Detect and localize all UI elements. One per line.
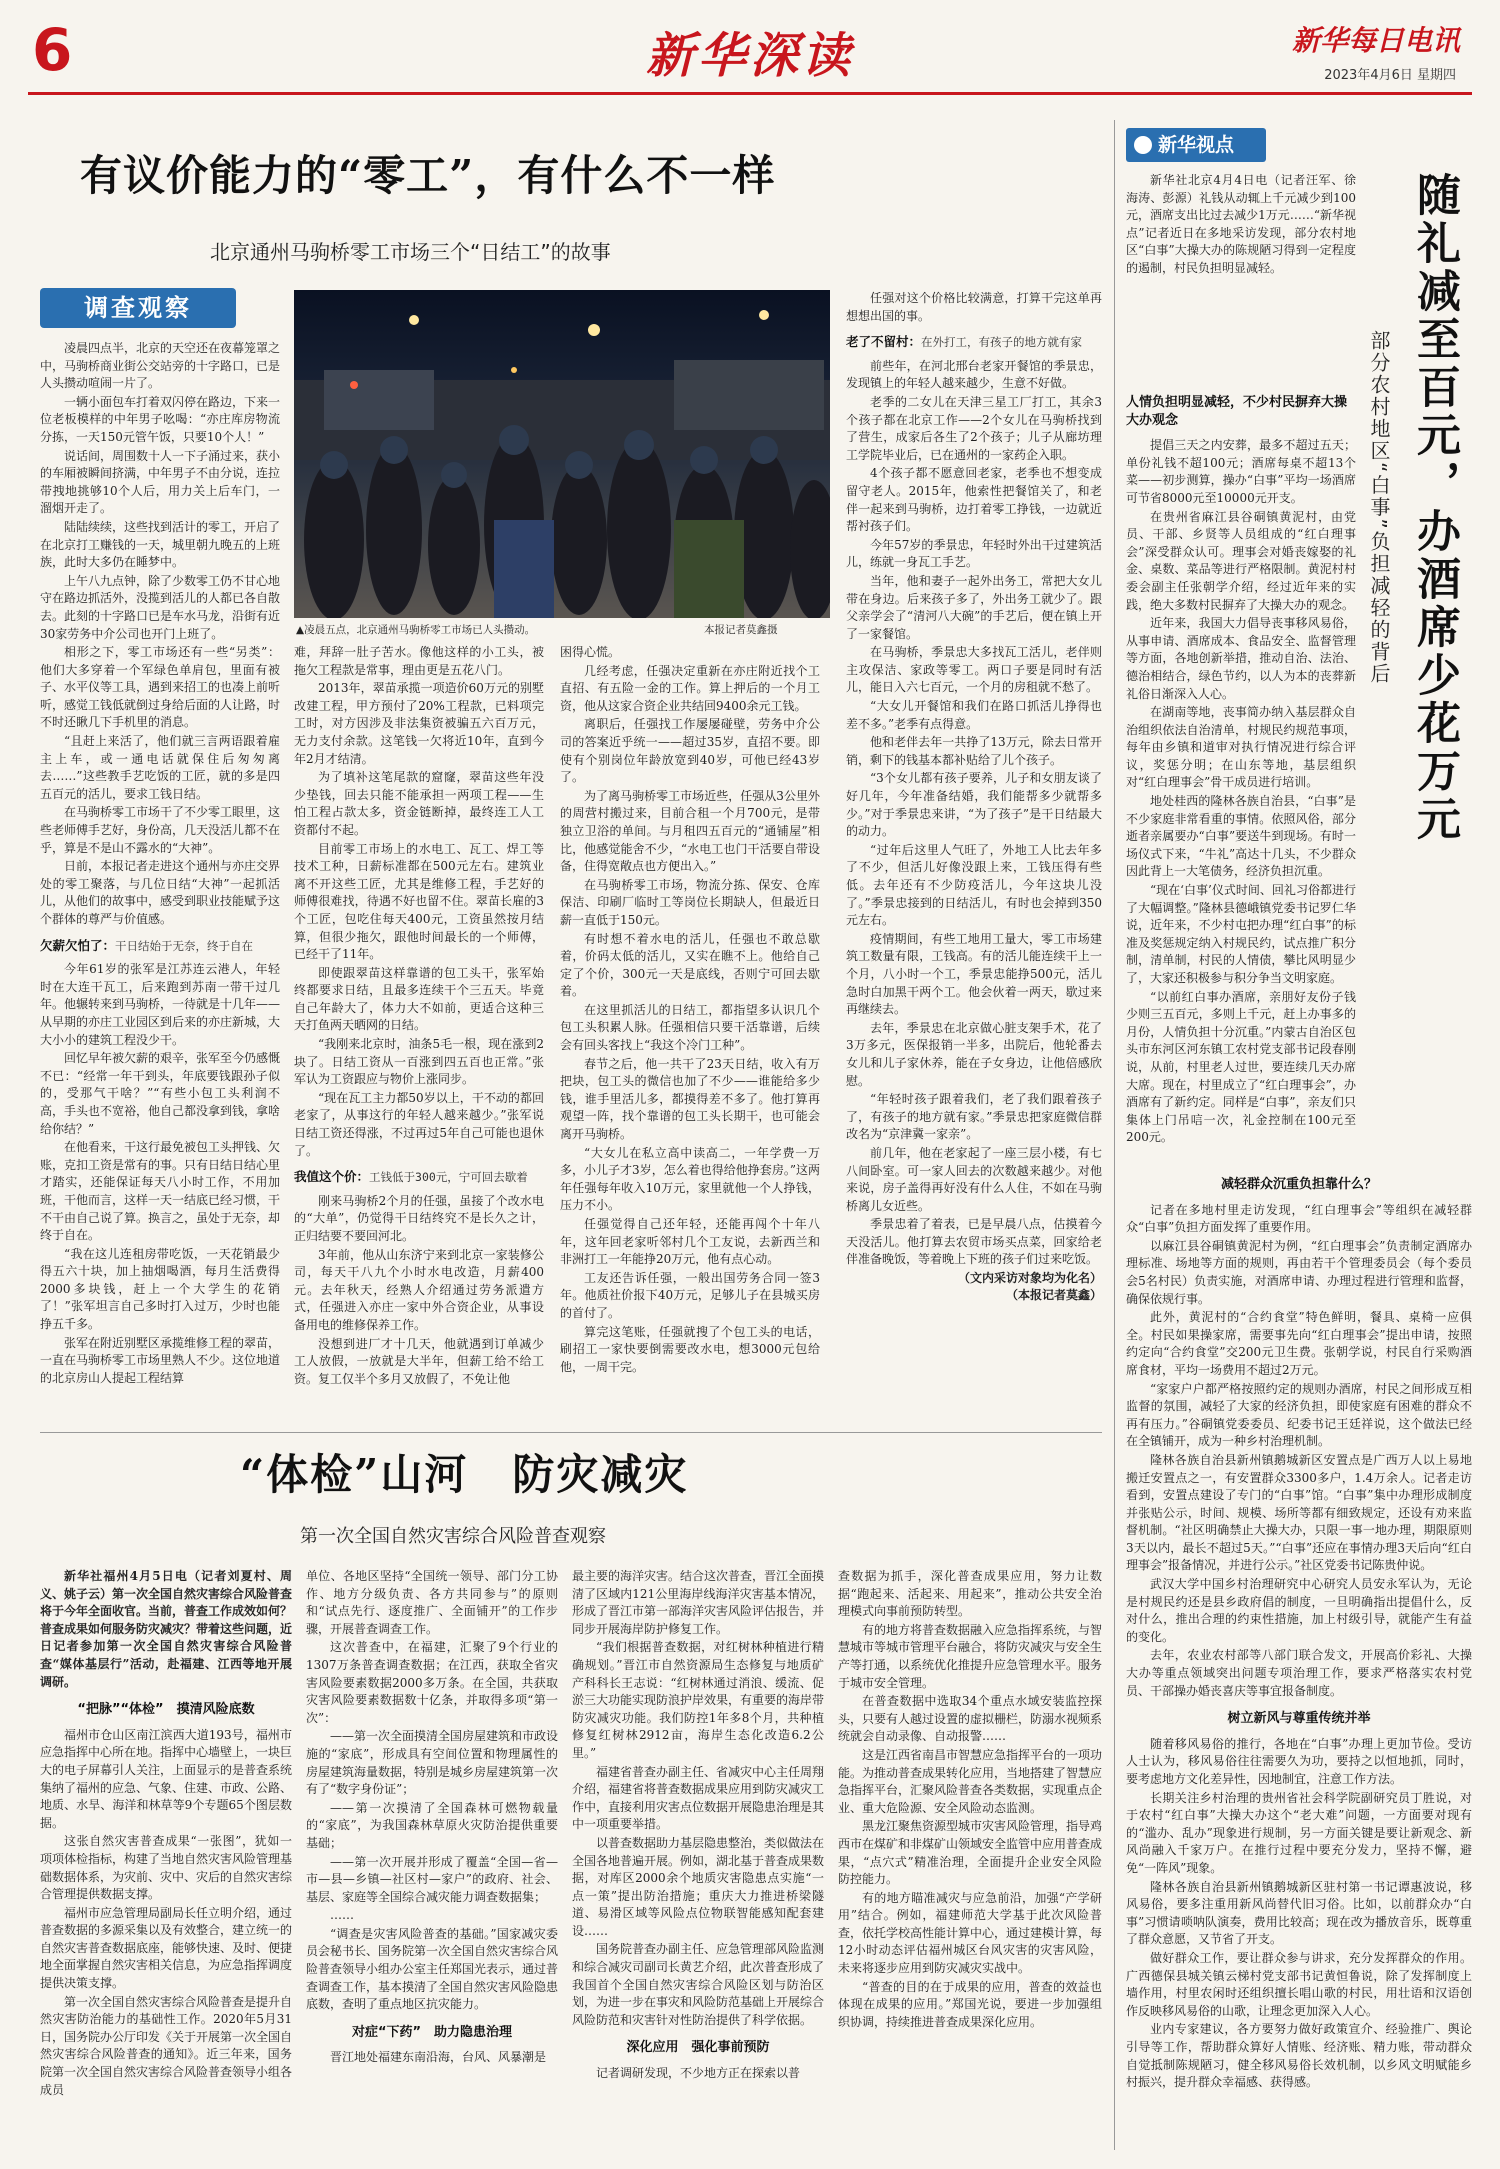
- paragraph: 即使跟翠苗这样靠谱的包工头干，张军始终都要求日结，且最多连续干个三五天。毕竟自己年龄大了，体力大不如前，更适合这种三天打鱼两天晒网的日结。: [294, 965, 544, 1033]
- paragraph: 福州市仓山区南江滨西大道193号，福州市应急指挥中心所在地。指挥中心墙壁上，一块巨大的电子屏幕引人关注，上面显示的是普查系统集纳了福州的应急、气象、住建、市政、公路、地质、水旱、海洋和林草等9个专题65个图层数据。: [40, 1727, 292, 1830]
- kicker-label: 我值这个价：: [294, 1169, 370, 1185]
- paragraph: 黑龙江聚焦资源型城市灾害风险管理，指导鸡西市在煤矿和非煤矿山领域安全监管中应用普查成果，“点穴式”精准治理，全面提升企业安全风险防控能力。: [838, 1819, 1102, 1887]
- byline: [846, 1270, 1102, 1304]
- column-divider: [1114, 120, 1115, 2150]
- paragraph: “3个女儿都有孩子要养，儿子和女朋友谈了好几年，今年准备结婚，我们能帮多少就帮多少。”对于季景忠来讲，“为了孩子”是干日结最大的动力。: [846, 771, 1102, 839]
- masthead-rule: [28, 92, 1472, 95]
- section-logo: 新华深读: [645, 28, 854, 84]
- paragraph: 相形之下，零工市场还有一些“另类”：他们大多穿着一个军绿色单肩包，里面有被子、水平仪等工具，遇到来招工的也凑上前听听，感觉工钱低就倒过身给后面的人让路，时不时还瞅几下手机里的消息。: [40, 645, 280, 730]
- paragraph: “大女儿开餐馆和我们在路口抓活儿挣得也差不多。”老季有点得意。: [846, 699, 1102, 731]
- paragraph: 单位、各地区坚持“全国统一领导、部门分工协作、地方分级负责、各方共同参与”的原则和“试点先行、逐度推广、全面铺开”的工作步骤，开展普查调查工作。: [306, 1569, 558, 1636]
- paragraph: 几经考虑，任强决定重新在亦庄附近找个工直招、有五险一金的工作。算上押后的一个月工资，他从这家合资企业共结回9400余元工钱。: [560, 663, 820, 713]
- article2-column-1: [40, 1568, 292, 2160]
- page-number: 6: [32, 16, 73, 84]
- paragraph: ——第一次摸清了全国森林可燃物载量的“家底”，为我国森林草原火灾防治提供重要基础；: [306, 1800, 558, 1850]
- section-subhead: 对症“下药” 助力隐患治理: [351, 2024, 513, 2040]
- article2-column-3: [572, 1568, 824, 2160]
- sidebar-tag-badge: [1126, 128, 1266, 162]
- paragraph: 张军在附近别墅区承揽维修工程的翠苗，一直在马驹桥零工市场里熟人不少。这位地道的北京房山人提起工程结算: [40, 1335, 280, 1385]
- paragraph: “普查的目的在于成果的应用，普查的效益也体现在成果的应用。”郑国光说，要进一步加强组织协调，持续推进普查成果深化应用。: [838, 1979, 1102, 2029]
- sidebar-body-lower: [1126, 1166, 1472, 2160]
- paragraph: 在他看来，干这行最免被包工头押钱、欠账，克扣工资是常有的事。只有日结日结心里才踏实，还能保证每天八小时工作，不用加班，干他而言，这样一天一结底已经习惯，干不干由自己说了算。换言之，虽处于无奈，却终于自在。: [40, 1140, 280, 1243]
- paragraph: 近年来，我国大力倡导丧事移风易俗，从事申请、酒席成本、食品安全、监督管理等方面，各地创新举措，推动自治、法治、德治相结合，绿色节约，以人为本的丧葬新礼俗日渐深入人心。: [1126, 616, 1356, 701]
- paragraph: 凌晨四点半，北京的天空还在夜幕笼罩之中，马驹桥商业街公交站旁的十字路口，已是人头攒动喧闹一片了。: [40, 341, 280, 391]
- sidebar-subtitle: 部分农村地区“白事”负担减轻的背后: [1367, 330, 1391, 685]
- paragraph: 他和老伴去年一共挣了13万元，除去日常开销，剩下的钱基本都补贴给了儿个孩子。: [846, 735, 1102, 767]
- paragraph: 上午八九点钟，除了少数零工仍不甘心地守在路边抓活外，没揽到活儿的人都已各自散去。此刻的十字路口已是车水马龙，沿街有近30家劳务中介公司也开门上班了。: [40, 573, 280, 641]
- paper-name: 新华每日电讯: [1291, 24, 1460, 57]
- paragraph: 长期关注乡村治理的贵州省社会科学院副研究员丁胜说，对于农村“红白事”大操大办这个“老大难”问题，一方面要对现有的“滥办、乱办”现象进行规制，另一方面关键是要让新观念、新风尚融入千家万户。在推行过程中要充分发力，坚持不懈，避免“一阵风”现象。: [1126, 1790, 1472, 1875]
- paragraph: 4个孩子都不愿意回老家，老季也不想变成留守老人。2015年，他索性把餐馆关了，和老伴一起来到马驹桥，边打着零工挣钱，一边就近帮衬孩子们。: [846, 466, 1102, 534]
- paragraph: 晋江地处福建东南沿海，台风、风暴潮是: [330, 2050, 547, 2065]
- paragraph: 武汉大学中国乡村治理研究中心研究人员安永军认为，无论是村规民约还是县乡政府倡的制度，一旦明确指出提倡什么，反对什么，推出合理的约束性措施，加上村级引导，就能产生有益的变化。: [1126, 1577, 1472, 1644]
- paragraph: 前些年，在河北邢台老家开餐馆的季景忠，发现镇上的年轻人越来越少，生意不好做。: [846, 358, 1102, 391]
- paragraph: 任强对这个价格比较满意，打算干完这单再想想出国的事。: [846, 291, 1102, 323]
- paragraph: 记者调研发现，不少地方正在探索以普: [596, 2066, 801, 2081]
- sidebar-title: 随礼减至百元，办酒席少花万元: [1409, 172, 1460, 844]
- article1-column-1: [40, 340, 280, 1418]
- article2-subtitle: 第一次全国自然灾害综合风险普查观察: [300, 1526, 606, 1547]
- paragraph: “家家户户都严格按照约定的规则办酒席，村民之间形成互相监督的氛围，减轻了大家的经济负担，即使家庭有困难的群众不再有压力。”谷硐镇党委委员、纪委书记王廷祥说，这个做法已经在全镇铺开，成为一种乡村治理机制。: [1126, 1381, 1472, 1449]
- paragraph: 算完这笔账，任强就搜了个包工头的电话，刷招工一家快要倒需要改水电，想3000元包给他，一周干完。: [560, 1324, 820, 1374]
- kicker-label: 老了不留村：: [846, 334, 922, 350]
- paragraph: 此外，黄泥村的“合约食堂”特色鲜明，餐具、桌椅一应俱全。村民如果操家席，需要事先向“红白理事会”提出申请，按照约定向“合约食堂”交200元卫生费。张朝学说，村民自行采购酒席食材，平均一场费用不超过2万元。: [1126, 1310, 1472, 1377]
- article-divider: [40, 1432, 1102, 1433]
- paragraph: 说话间，周围数十人一下子涌过来，获小的车厢被瞬间挤满，中年男子不由分说，连拉带拽地挑够10个人后，用力关上后车门，一溜烟开走了。: [40, 448, 280, 516]
- paragraph: “现在瓦工主力都50岁以上，干不动的都回老家了，从事这行的年轻人越来越少。”张军说日结工资还得涨，不过再过5年自己可能也退休了。: [294, 1090, 544, 1158]
- paragraph: “我刚来北京时，油条5毛一根，现在涨到2块了。日结工资从一百涨到四五百也正常。”张军认为工资跟应与物价上涨同步。: [294, 1037, 544, 1087]
- article1-column-2: [294, 644, 544, 1418]
- paragraph: 一辆小面包车打着双闪停在路边，下来一位老板模样的中年男子吆喝：“亦庄库房物流分拣，一天150元管午饭，只要10个人！”: [40, 394, 280, 444]
- paragraph: 季景忠着了着表，已是早晨八点，估摸着今天没活儿。他打算去农贸市场买点菜，回家给老伴准备晚饭，等着晚上下班的孩子们过来吃饭。: [846, 1217, 1102, 1267]
- paragraph: 业内专家建议，各方要努力做好政策宣介、经验推广、舆论引导等工作，帮助群众算好人情账、经济账、精力账，带动群众自觉抵制陈规陋习，健全移风易俗长效机制，以乡风文明赋能乡村振兴，提升群众幸福感、获得感。: [1126, 2022, 1472, 2090]
- paragraph: 困得心慌。: [560, 645, 621, 659]
- paragraph: 最主要的海洋灾害。结合这次普查，晋江全面摸清了区域内121公里海岸线海洋灾害基本情况，形成了晋江市第一部海洋灾害风险评估报告，并同步开展海岸防护修复工作。: [572, 1569, 824, 1636]
- paragraph: 日前，本报记者走进这个通州与亦庄交界处的零工聚落，与几位日结“大神”一起抓活儿，从他们的故事中，感受到职业技能赋予这个群体的尊严与价值感。: [40, 859, 280, 926]
- section-subhead: 深化应用 强化事前预防: [626, 2040, 770, 2056]
- paragraph: 新华社福州4月5日电（记者刘夏村、周义、姚子云）第一次全国自然灾害综合风险普查将于今年全面收官。当前，普查工作成效如何？普查成果如何服务防灾减灾？带着这些问题，近日记者参加第一次全国自然灾害综合风险普查“媒体基层行”活动，赴福建、江西等地开展调研。: [40, 1569, 292, 1689]
- paragraph: 2013年，翠苗承揽一项造价60万元的别墅改建工程，甲方预付了20%工程款，已料项完工时，对方因涉及非法集资被骗五六百万元，无力支付余款。这笔钱一欠将近10年，直到今年2月才结清。: [294, 681, 544, 766]
- paragraph: 新华社北京4月4日电（记者汪军、徐海涛、彭源）礼钱从动辄上千元减少到100元，酒席支出比过去减少1万元……“新华视点”记者近日在多地采访发现，部分农村地区“白事”大操大办的陈规陋习得到一定程度的遏制，村民负担明显减轻。: [1126, 173, 1356, 275]
- paragraph: “现在‘白事’仪式时间、回礼习俗都进行了大幅调整。”隆林县德峨镇党委书记罗仁华说，近年来，不少村屯把办理“红白事”的标准及奖惩规定纳入村规民约，试点推广积分制，清单制，村民的人情债，攀比风明显少了，大家还积极参与积分争当文明家庭。: [1126, 883, 1356, 985]
- paragraph: 3年前，他从山东济宁来到北京一家装修公司，每天干八九个小时水电改造，月薪400元。去年秋天，经熟人介绍通过劳务派遣方式，任强进入亦庄一家中外合资企业，从事设备用电的维修保养工作。: [294, 1247, 544, 1332]
- section-kicker: [40, 937, 280, 956]
- paragraph: “年轻时孩子跟着我们，老了我们跟着孩子了，有孩子的地方就有家。”季景忠把家庭微信群改名为“京津冀一家亲”。: [846, 1092, 1102, 1142]
- paragraph: ——第一次开展并形成了覆盖“全国—省—市—县—乡镇—社区村—家户”的政府、社会、基层、家庭等全国综合减灾能力调查数据集；: [306, 1854, 558, 1904]
- paragraph: 隆林各族自治县新州镇鹅城新区驻村第一书记谭惠波说，移风易俗，要多注重用新风尚替代旧习俗。比如，以前群众办“白事”习惯请唢呐队演奏，费用比较高；现在改为播放音乐，既尊重了群众意愿，又节省了开支。: [1126, 1879, 1472, 1947]
- paragraph: “大女儿在私立高中读高二，一年学费一万多，小儿子才3岁，怎么着也得给他挣套房。”这两年任强每年收入10万元，家里就他一个人挣钱，压力不小。: [560, 1145, 820, 1213]
- paragraph: 有的地方将普查数据融入应急指挥系统，与智慧城市等城市管理平台融合，将防灾减灾与安全生产等打通，以系统优化推提升应急管理水平。服务于城市安全管理。: [838, 1622, 1102, 1690]
- paragraph: 去年，农业农村部等八部门联合发文，开展高价彩礼、大操大办等重点领域突出问题专项治理工作，要求严格落实农村党员、干部操办婚丧喜庆等事宜报备制度。: [1126, 1648, 1472, 1698]
- camera-icon: [1134, 136, 1152, 154]
- byline-note: （文内采访对象均为化名）: [957, 1271, 1102, 1286]
- paragraph: 陆陆续续，这些找到活计的零工，开启了在北京打工赚钱的一天，城里朝九晚五的上班族，此时大多仍在睡梦中。: [40, 519, 280, 570]
- paragraph: ……: [330, 1908, 354, 1923]
- section-subhead: 树立新风与尊重传统并举: [1227, 1711, 1371, 1727]
- article1-title: 有议价能力的“零工”，有什么不一样: [80, 151, 776, 200]
- byline-reporter: （本报记者莫鑫）: [1005, 1288, 1102, 1303]
- paragraph: “过年后这里人气旺了，外地工人比去年多了不少，但活儿好像没跟上来，工钱压得有些低。去年还有不少防疫活儿，今年这块儿没了。”季景忠接到的日结活儿，有时也会掉到350元左右。: [846, 842, 1102, 928]
- kicker-text: 干日结始于无奈，终于自在: [115, 938, 254, 953]
- paragraph: “调查是灾害风险普查的基础。”国家减灾委员会秘书长、国务院第一次全国自然灾害综合风险普查领导小组办公室主任郑国光表示，通过普查调查工作，基本摸清了全国自然灾害风险隐患底数，查明了重点地区抗灾能力。: [306, 1926, 558, 2012]
- paragraph: “且赶上来活了，他们就三言两语跟着雇主上车，或一通电话就保住后匆匆离去……”这些教手艺吃饭的工匠，就的多是四五百元的活儿，要求工钱日结。: [40, 734, 280, 801]
- paragraph: 这是江西省南昌市智慧应急指挥平台的一项功能。为推动普查成果转化应用，当地搭建了智慧应急指挥平台，汇聚风险普查各类数据，实现重点企业、重大危险源、安全风险动态监测。: [838, 1747, 1102, 1815]
- paragraph: 这张自然灾害普查成果“一张图”，犹如一项项体检指标，构建了当地自然灾害风险管理基础数据体系，为灾前、灾中、灾后的自然灾害综合管理提供数据支撑。: [40, 1834, 292, 1902]
- paragraph: 春节之后，他一共干了23天日结，收入有万把块，包工头的微信也加了不少——谁能给多少钱，谁手里活儿多，都摸得差不多了。他打算再观望一阵，找个靠谱的包工头长期干，也可能会离开马驹桥。: [560, 1056, 820, 1142]
- kicker-label: 欠薪欠怕了：: [40, 937, 116, 953]
- paragraph: 福州市应急管理局副局长任立明介绍，通过普查数据的多源采集以及有效整合，建立统一的自然灾害普查数据底座，能够快速、及时、便捷地全面掌握自然灾害相关信息，为应急指挥调度提供决策支撑。: [40, 1905, 292, 1991]
- kicker-text: 在外打工，有孩子的地方就有家: [921, 335, 1083, 350]
- paragraph: 有时想不着水电的活儿，任强也不敢总歇着，价码太低的活儿，又实在瞧不上。他给自己定了个价，300元一天是底线，否则宁可回去歇着。: [560, 931, 820, 999]
- paragraph: 在马驹桥零工市场干了不少零工眼里，这些老师傅手艺好，身份高，几天没活儿都不在乎，算是不是山不露水的“大神”。: [40, 805, 280, 855]
- article1-column-4: [846, 290, 1102, 1418]
- paragraph: “我们根据普查数据，对红树林种植进行精确规划。”晋江市自然资源局生态修复与地质矿产科科长王志说：“红树林通过消浪、缓流、促淤三大功能实现防浪护岸效果，有重要的海岸带防灾减灾功能。我们防控1年多8个月，共种植修复红树林2912亩，海岸生态化改造6.2公里。”: [572, 1640, 824, 1760]
- section-subhead: 人情负担明显减轻，不少村民摒弃大操大办观念: [1126, 395, 1348, 428]
- paragraph: 离职后，任强找工作屡屡碰壁，劳务中介公司的答案近乎统一——超过35岁，直招不要。即使有个别岗位年龄放宽到40岁，可他已经43岁了。: [560, 717, 820, 785]
- section-subhead: “把脉”“体检” 摸清风险底数: [77, 1702, 255, 1718]
- paragraph: 当年，他和妻子一起外出务工，常把大女儿带在身边。后来孩子多了，外出务工就少了。跟父亲学会了“清河八大碗”的手艺后，便在镇上开了一家餐馆。: [846, 573, 1102, 641]
- paragraph: 今年57岁的季景忠，年轻时外出干过建筑活儿，练就一身瓦工手艺。: [846, 537, 1102, 570]
- paragraph: 老季的二女儿在天津三星工厂打工，其余3个孩子都在北京工作——2个女儿在马驹桥找到了营生，成家后各生了2个孩子；儿子从廊坊理工学院毕业后，已在通州的一家药企入职。: [846, 394, 1102, 462]
- paragraph: 目前零工市场上的水电工、瓦工、焊工等技术工种，日薪标准都在500元左右。建筑业离不开这些工匠，尤其是维修工程，手艺好的师傅很难找，待遇不好也留不住。翠苗长雇的3个工匠，包吃住每天400元，工资虽然按月结算，但很少拖欠，跟他时间最长的一个师傅，已经干了11年。: [294, 841, 544, 962]
- paragraph: 回忆早年被欠薪的艰辛，张军至今仍感慨不已：“经常一年干到头，年底要钱跟孙子似的，受那气干啥？”“有些小包工头利润不高，手头也不宽裕，他自己都没拿到钱，拿啥给你结？”: [40, 1051, 280, 1136]
- paragraph: 以麻江县谷硐镇黄泥村为例，“红白理事会”负责制定酒席办理标准、场地等方面的规则，再由若干个管理委员会（每个委员会5名村民）负责实施，对酒席申请、办理过程进行管理和监督，确保依规行事。: [1126, 1238, 1472, 1306]
- photo-credit: 本报记者莫鑫摄: [704, 624, 778, 636]
- paragraph: 今年61岁的张军是江苏连云港人，年轻时在大连干瓦工，后来跑到苏南一带干过几年。他辗转来到马驹桥，一待就是十几年——从早期的亦庄工业园区到后来的亦庄新城，大大小小的建筑工程没少干。: [40, 962, 280, 1047]
- paragraph: 记者在多地村里走访发现，“红白理事会”等组织在减轻群众“白事”负担方面发挥了重要作用。: [1126, 1202, 1472, 1235]
- section-subhead: 减轻群众沉重负担靠什么？: [1220, 1177, 1377, 1192]
- paragraph: 疫情期间，有些工地用工量大，零工市场建筑工数量有限，工钱高。有的活儿能连续干上一个月，八小时一个工，季景忠能挣500元，活儿急时白加黑干两个工。他会伙着一两天，歇过来再继续去。: [846, 931, 1102, 1017]
- section-kicker: [294, 1168, 544, 1187]
- issue-date: 2023年4月6日 星期四: [1324, 68, 1456, 83]
- paragraph: 有的地方瞄准减灾与应急前沿，加强“产学研用”结合。例如，福建师范大学基于此次风险普查，依托学校高性能计算中心，通过建模计算，每12小时动态评估福州城区台风灾害的灾害风险，未来将逐步应用到防灾减灾实战中。: [838, 1890, 1102, 1976]
- paragraph: 地处桂西的隆林各族自治县，“白事”是不少家庭非常看重的事情。依照风俗，部分逝者亲属要办“白事”要送牛到现场。有时一场仪式下来，“牛礼”高达十几头，不少群众因此背上一大笔债务，经济负担沉重。: [1126, 794, 1356, 879]
- paragraph: 查数据为抓手，深化普查成果应用，努力让数据“跑起来、活起来、用起来”，推动公共安全治理模式向事前预防转型。: [838, 1569, 1102, 1619]
- paragraph: 工友还告诉任强，一般出国劳务合同一签3年。他质社价报下40万元，足够儿子在县城买房的首付了。: [560, 1270, 820, 1320]
- paragraph: 在贵州省麻江县谷硐镇黄泥村，由党员、干部、乡贤等人员组成的“红白理事会”深受群众认可。理事会对婚丧嫁娶的礼金、桌数、菜品等进行严格限制。黄泥村村委会副主任张朝学介绍，经过近年来的实践，绝大多数村民摒弃了大操大办的观念。: [1126, 509, 1356, 612]
- paragraph: 隆林各族自治县新州镇鹅城新区安置点是广西万人以上易地搬迁安置点之一，有安置群众3300多户，1.4万余人。记者走访看到，安置点建设了专门的“白事”馆。“白事”集中办理形成制度并张贴公示，时间、规模、场所等都有细致规定，还设有劝来监督机制。“社区明确禁止大操大办，只限一事一地办理，期限原则3天以内，最长不超过5天。”“白事”还应在事情办理3天后向“红白理事会”报备情况，并进行公示。”社区党委书记陈贵仲说。: [1126, 1452, 1472, 1573]
- paragraph: 没想到进厂才十几天，他就遇到订单减少工人放假，一放就是大半年，但薪工给不给工资。复工仅半个多月又放假了，不免让他: [294, 1336, 544, 1386]
- paragraph: 在马驹桥，季景忠大多找瓦工活儿，老伴则主攻保洁、家政等零工。两口子要是同时有活儿，能日入六七百元，一个月的房租就不愁了。: [846, 645, 1102, 695]
- paragraph: “以前红白事办酒席，亲朋好友份子钱少则三五百元，多则上千元，赶上办事多的月份，人情负担十分沉重。”内蒙古自治区包头市东河区河东镇工农村党支部书记段春刚说，从前，村里老人过世，要连续几天办席大席。现在，村里成立了“红白理事会”，办酒席有了新约定。同样是“白事”，亲友们只集体上门吊唁一次，礼金控制在100元至200元。: [1126, 989, 1356, 1145]
- paragraph: 随着移风易俗的推行，各地在“白事”办理上更加节俭。受访人士认为，移风易俗往往需要久为功，要持之以恒地抓，同时，要考虑地方文化差异性，因地制宜，注意工作方法。: [1126, 1736, 1472, 1786]
- paragraph: 去年，季景忠在北京做心脏支架手术，花了3万多元，医保报销一半多，出院后，他轮番去女儿和儿子家休养，能在子女身边，让他倍感欣慰。: [846, 1020, 1102, 1088]
- kicker-text: 工钱低于300元，宁可回去歇着: [369, 1170, 528, 1185]
- paragraph: 福建省普查办副主任、省减灾中心主任周翔介绍，福建省将普查数据成果应用到防灾减灾工作中，直接利用灾害点位数据开展隐患治理是其中一项重要举措。: [572, 1764, 824, 1832]
- sidebar-tag: 新华视点: [1158, 134, 1235, 156]
- paragraph: 在湖南等地，丧事简办纳入基层群众自治组织依法自治清单，村规民约规范事项，每年由乡镇和道审对执行情况进行综合评议，奖惩分明；在山东等地，基层组织对“红白理事会”骨干成员进行培训。: [1126, 705, 1356, 790]
- article1-column-3: [560, 644, 820, 1418]
- photo-caption: ▲凌晨五点，北京通州马驹桥零工市场已人头攒动。: [296, 624, 536, 636]
- paragraph: 国务院普查办副主任、应急管理部风险监测和综合减灾司副司长黄艺介绍，此次普查形成了我国首个全国自然灾害综合风险区划与防治区划，为进一步在事灾和风险防范基础上开展综合风险防范和灾害针对性防治提供了科学依据。: [572, 1942, 824, 2027]
- column-tag-badge: [40, 288, 236, 328]
- paragraph: 在普查数据中选取34个重点水域安装监控探头，只要有人越过设置的虚拟栅栏，防溺水视频系统就会自动录像、自动报警……: [838, 1694, 1102, 1744]
- paragraph: “我在这儿连租房带吃饭，一天花销最少得五六十块，加上抽烟喝酒，每月生活费得2000多块钱，赶上一个大学生的花销了！”张军坦言自己多时打入过万，少时也能挣五千多。: [40, 1246, 280, 1332]
- paragraph: ——第一次全面摸清全国房屋建筑和市政设施的“家底”，形成具有空间位置和物理属性的房屋建筑海量数据，特别是城乡房屋建筑第一次有了“数字身份证”；: [306, 1729, 558, 1797]
- sidebar-lead: [1126, 172, 1356, 382]
- section-kicker: [846, 333, 1102, 352]
- paragraph: 为了离马驹桥零工市场近些，任强从3公里外的周营村搬过来，目前合租一个月700元，是带独立卫浴的单间。与月租四五百元的“通铺屋”相比，他感觉能舍不少，“水电工也门干活要自带设备，住得宽敞点也方便出入。”: [560, 788, 820, 874]
- paragraph: 第一次全国自然灾害综合风险普查是提升自然灾害防治能力的基础性工作。2020年5月31日，国务院办公厅印发《关于开展第一次全国自然灾害综合风险普查的通知》。近三年来，国务院第一次全国自然灾害综合风险普查领导小组各成员: [40, 1994, 292, 2097]
- paragraph: 提倡三天之内安葬，最多不超过五天；单份礼钱不超100元；酒席每桌不超13个菜——初步测算，操办“白事”平均一场酒席可节省8000元至10000元开支。: [1126, 438, 1356, 505]
- paragraph: 在马驹桥零工市场，物流分拣、保安、仓库保洁、印刷厂临时工等岗位长期缺人，但最近日薪一直低于150元。: [560, 877, 820, 927]
- paragraph: 为了填补这笔尾款的窟窿，翠苗这些年没少垫钱，回去只能不能承担一两项工程——生怕工程占款太多，资金链断掉，最终连工人工资都付不起。: [294, 770, 544, 837]
- sidebar-body: [1126, 384, 1356, 1164]
- article2-title: “体检”山河 防灾减灾: [240, 1450, 689, 1499]
- paragraph: 难，拜辞一肚子苦水。像他这样的小工头，被拖欠工程款是常事，理由更是五花八门。: [294, 645, 544, 677]
- crowd-illustration: [294, 290, 830, 618]
- paragraph: 刚来马驹桥2个月的任强，虽接了个改水电的“大单”，仍觉得干日结终究不是长久之计，正归结要不要回河北。: [294, 1193, 544, 1243]
- paragraph: 做好群众工作，要让群众参与讲求，充分发挥群众的作用。广西德保县城关镇云梯村党支部书记黄恒鲁说，除了发挥制度上墙作用，村里农闲时还组织擅长唱山歌的村民，用壮语和汉语创作反映移风易俗的山歌，让理念更加深入人心。: [1126, 1950, 1472, 2018]
- market-photo: [294, 290, 830, 618]
- article2-column-2: [306, 1568, 558, 2160]
- paragraph: 任强觉得自己还年轻，还能再闯个十年八年，这年回老家听邻村几个工友说，去新西兰和非洲打工一年能挣20万元，他有点心动。: [560, 1217, 820, 1267]
- paragraph: 前几年，他在老家起了一座三层小楼，有七八间卧室。可一家人回去的次数越来越少。对他来说，房子盖得再好没有什么人住，不如在马驹桥离儿女近些。: [846, 1145, 1102, 1213]
- article2-column-4: [838, 1568, 1102, 2160]
- article1-subtitle: 北京通州马驹桥零工市场三个“日结工”的故事: [210, 240, 611, 264]
- paragraph: 在这里抓活儿的日结工，都指望多认识几个包工头积累人脉。任强相信只要干活靠谱，后续会有回头客找上“我这个冷门工种”。: [560, 1002, 820, 1053]
- paragraph: 这次普查中，在福建，汇聚了9个行业的1307万条普查调查数据；在江西，获取全省灾害风险要素数据2000多万条。在全国，共获取灾害风险要素数据数十亿条，并取得多项“第一次”：: [306, 1640, 558, 1725]
- paragraph: 以普查数据助力基层隐患整治，类似做法在全国各地普遍开展。例如，湖北基于普查成果数据，对库区2000余个地质灾害隐患点实施“一点一策”提出防治措施；重庆大力推进桥梁隧道、易滑区域等风险点位物联智能感知配套建设……: [572, 1835, 824, 1938]
- column-tag: 调查观察: [84, 294, 192, 322]
